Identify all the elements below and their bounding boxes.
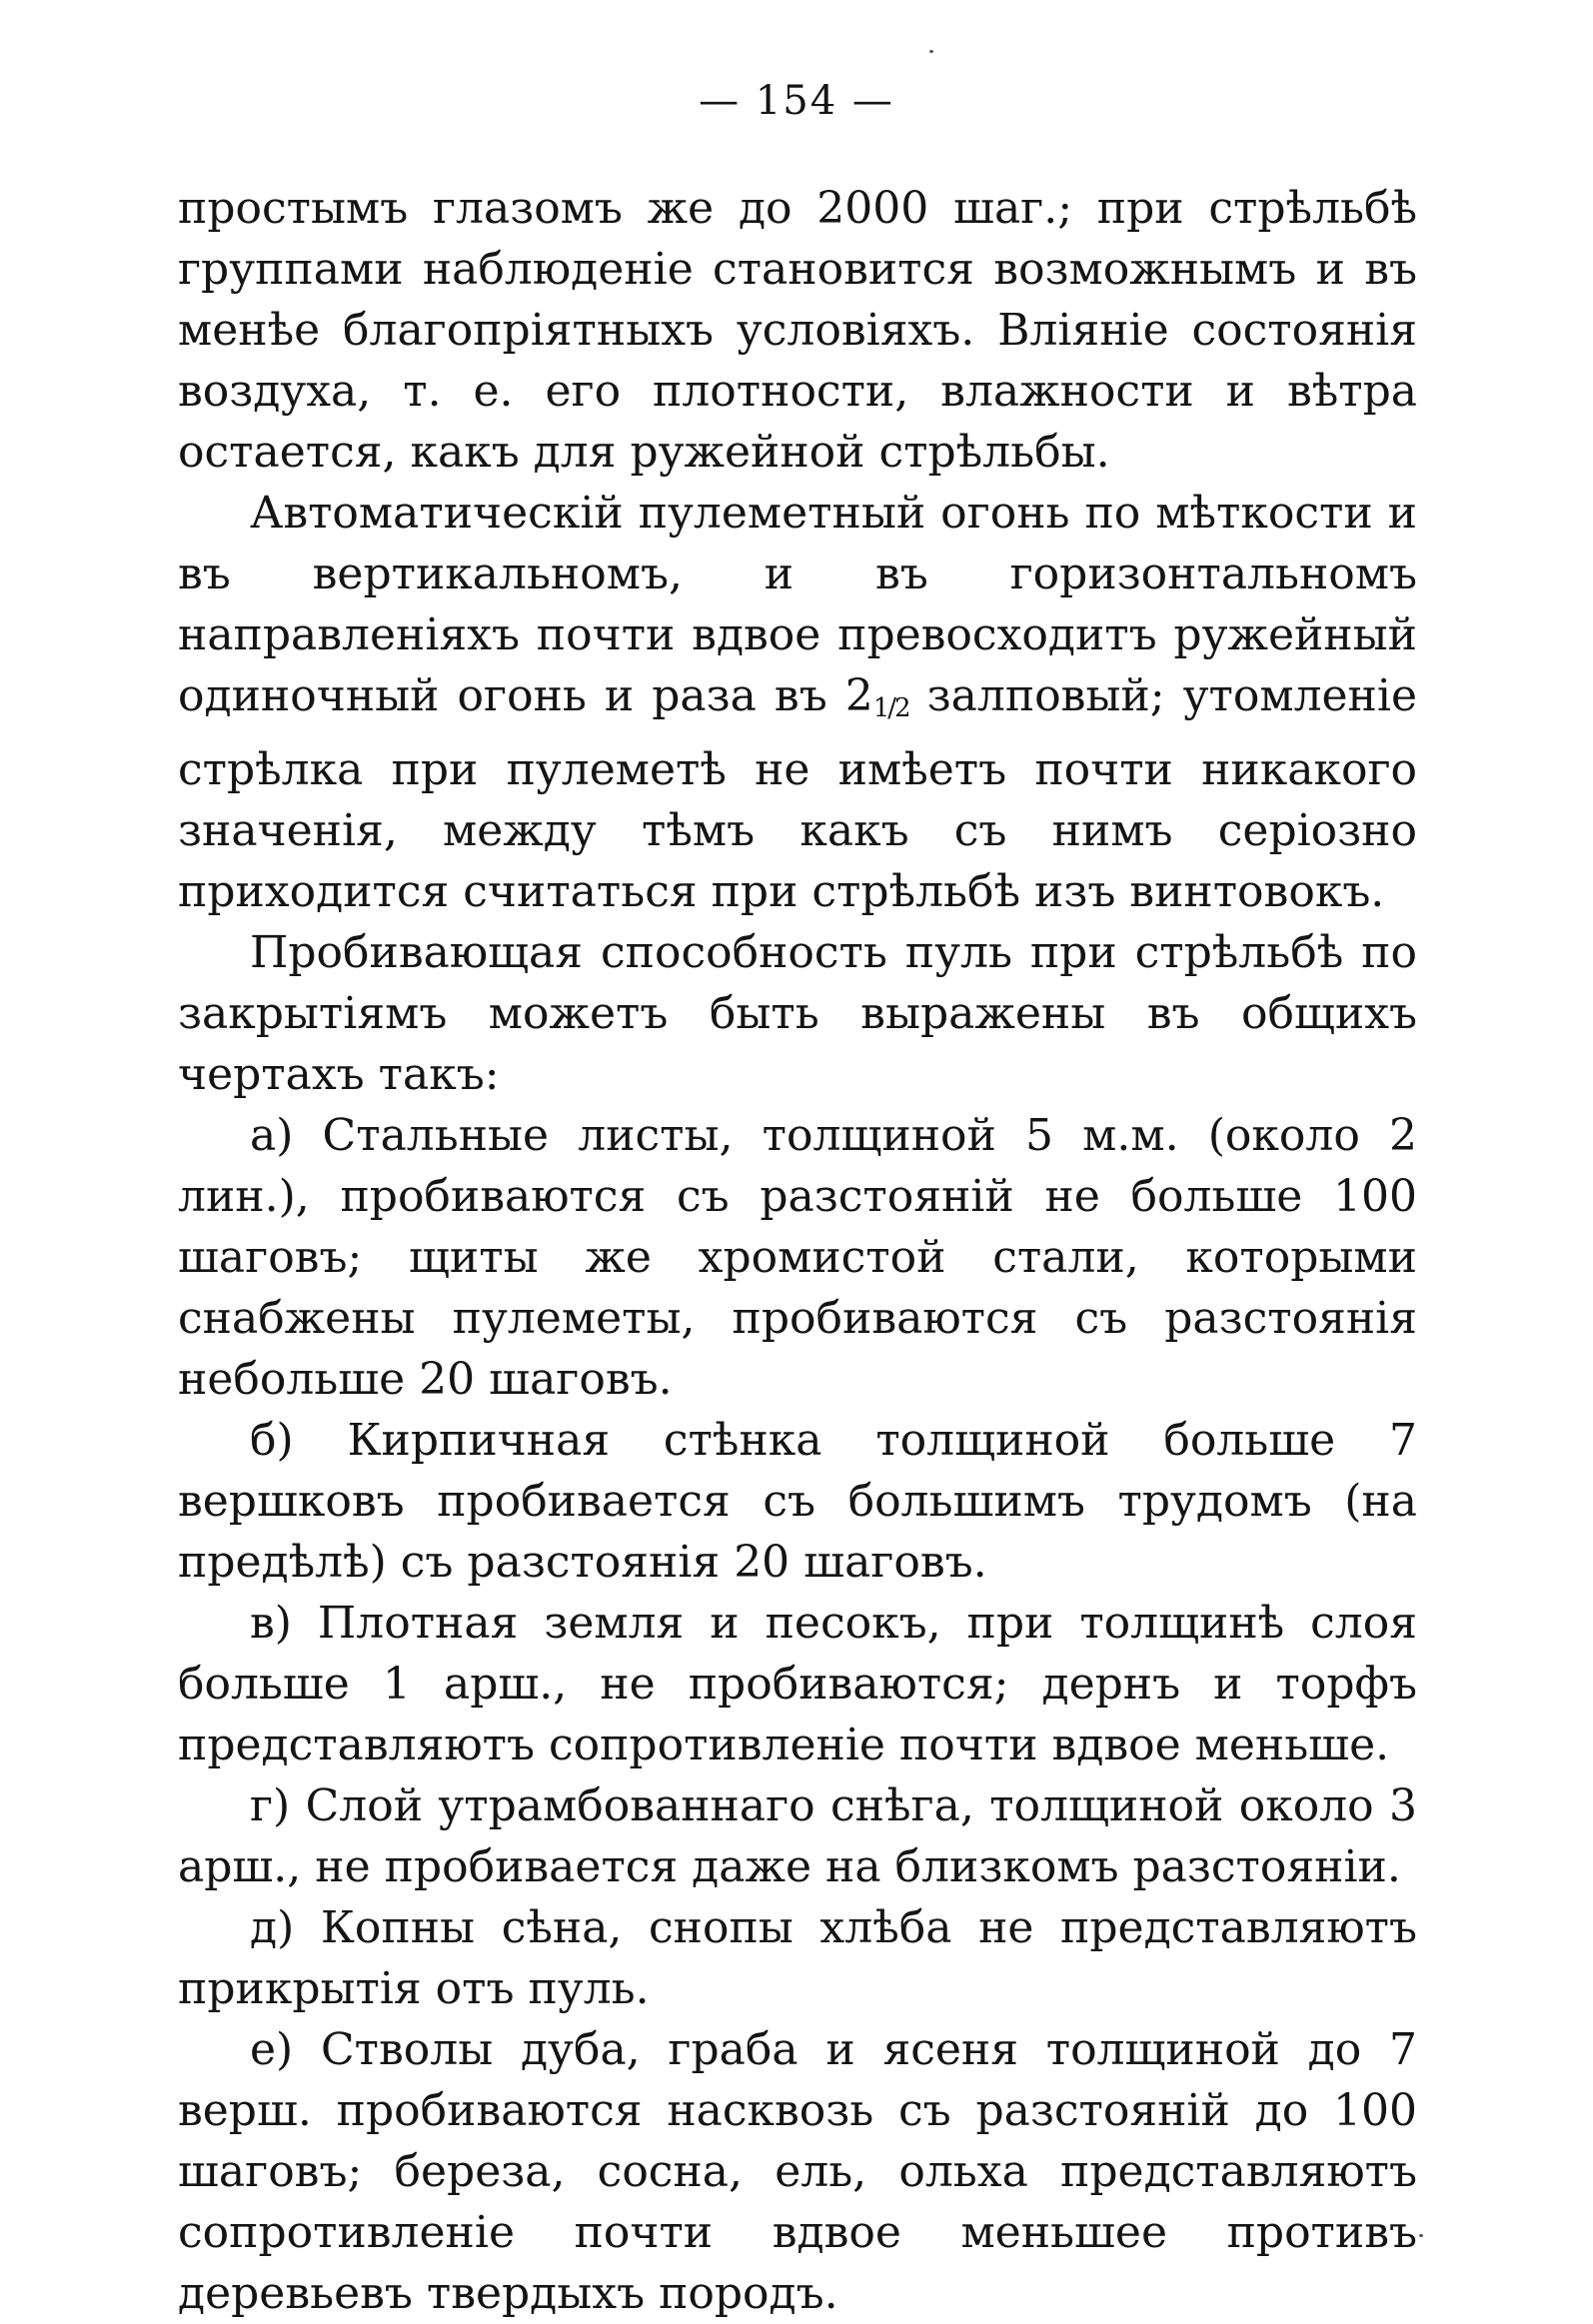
paragraph-automatic-fire-start: Автоматическій пулеметный огонь по мѣткости и въ вертикальномъ, и въ горизонтальномъ направленіяхъ почти вдвое превосходитъ ружейный одиночный огонь и раза въ 2 (178, 488, 1417, 721)
paragraph-observation: простымъ глазомъ же до 2000 шаг.; при стрѣльбѣ группами наблюденіе становится возможнымъ и въ менѣе благопріятныхъ условіяхъ. Вліяніе состоянія воздуха, т. е. его плотности, влажности и вѣтра остается, какъ для ружейной стрѣльбы. (178, 183, 1417, 478)
paragraph-penetration-intro: Пробивающая способность пуль при стрѣльбѣ по закрытіямъ можетъ быть выражены въ общихъ чертахъ такъ: (178, 927, 1417, 1100)
list-item-g: г) Слой утрамбованнаго снѣга, толщиной около 3 арш., не пробивается даже на близкомъ разстояніи. (178, 1780, 1417, 1892)
paragraph-automatic-fire-end: залповый; утомленіе стрѣлка при пулеметѣ не имѣетъ почти никакого значенія, между тѣмъ какъ съ нимъ серіозно приходится считаться при стрѣльбѣ изъ винтовокъ. (178, 670, 1417, 917)
page-body (178, 178, 1417, 2324)
page-number: — 154 — (699, 78, 894, 124)
list-item-v: в) Плотная земля и песокъ, при толщинѣ слоя больше 1 арш., не пробиваются; дернъ и торфъ представляютъ сопротивленіе почти вдвое меньше. (178, 1598, 1417, 1770)
list-item-a: а) Стальные листы, толщиной 5 м.м. (около 2 лин.), пробиваются съ разстояній не больше 100 шаговъ; щиты же хромистой стали, которыми снабжены пулеметы, пробиваются съ разстоянія небольше 20 шаговъ. (178, 1110, 1417, 1405)
scan-speck (929, 50, 933, 53)
scan-speck (1419, 2234, 1423, 2237)
list-item-d: д) Копны сѣна, снопы хлѣба не представляютъ прикрытія отъ пуль. (178, 1902, 1417, 2014)
fraction-half: 1/2 (872, 693, 909, 723)
paragraph-automatic-fire (178, 483, 1417, 922)
list-item-b: б) Кирпичная стѣнка толщиной больше 7 вершковъ пробивается съ большимъ трудомъ (на предѣлѣ) съ разстоянія 20 шаговъ. (178, 1415, 1417, 1588)
list-item-e: е) Стволы дуба, граба и ясеня толщиной до 7 верш. пробиваются насквозь съ разстояній до 100 шаговъ; береза, сосна, ель, ольха представляютъ сопротивленіе почти вдвое меньшее противъ деревьевъ твердыхъ породъ. (178, 2024, 1417, 2319)
